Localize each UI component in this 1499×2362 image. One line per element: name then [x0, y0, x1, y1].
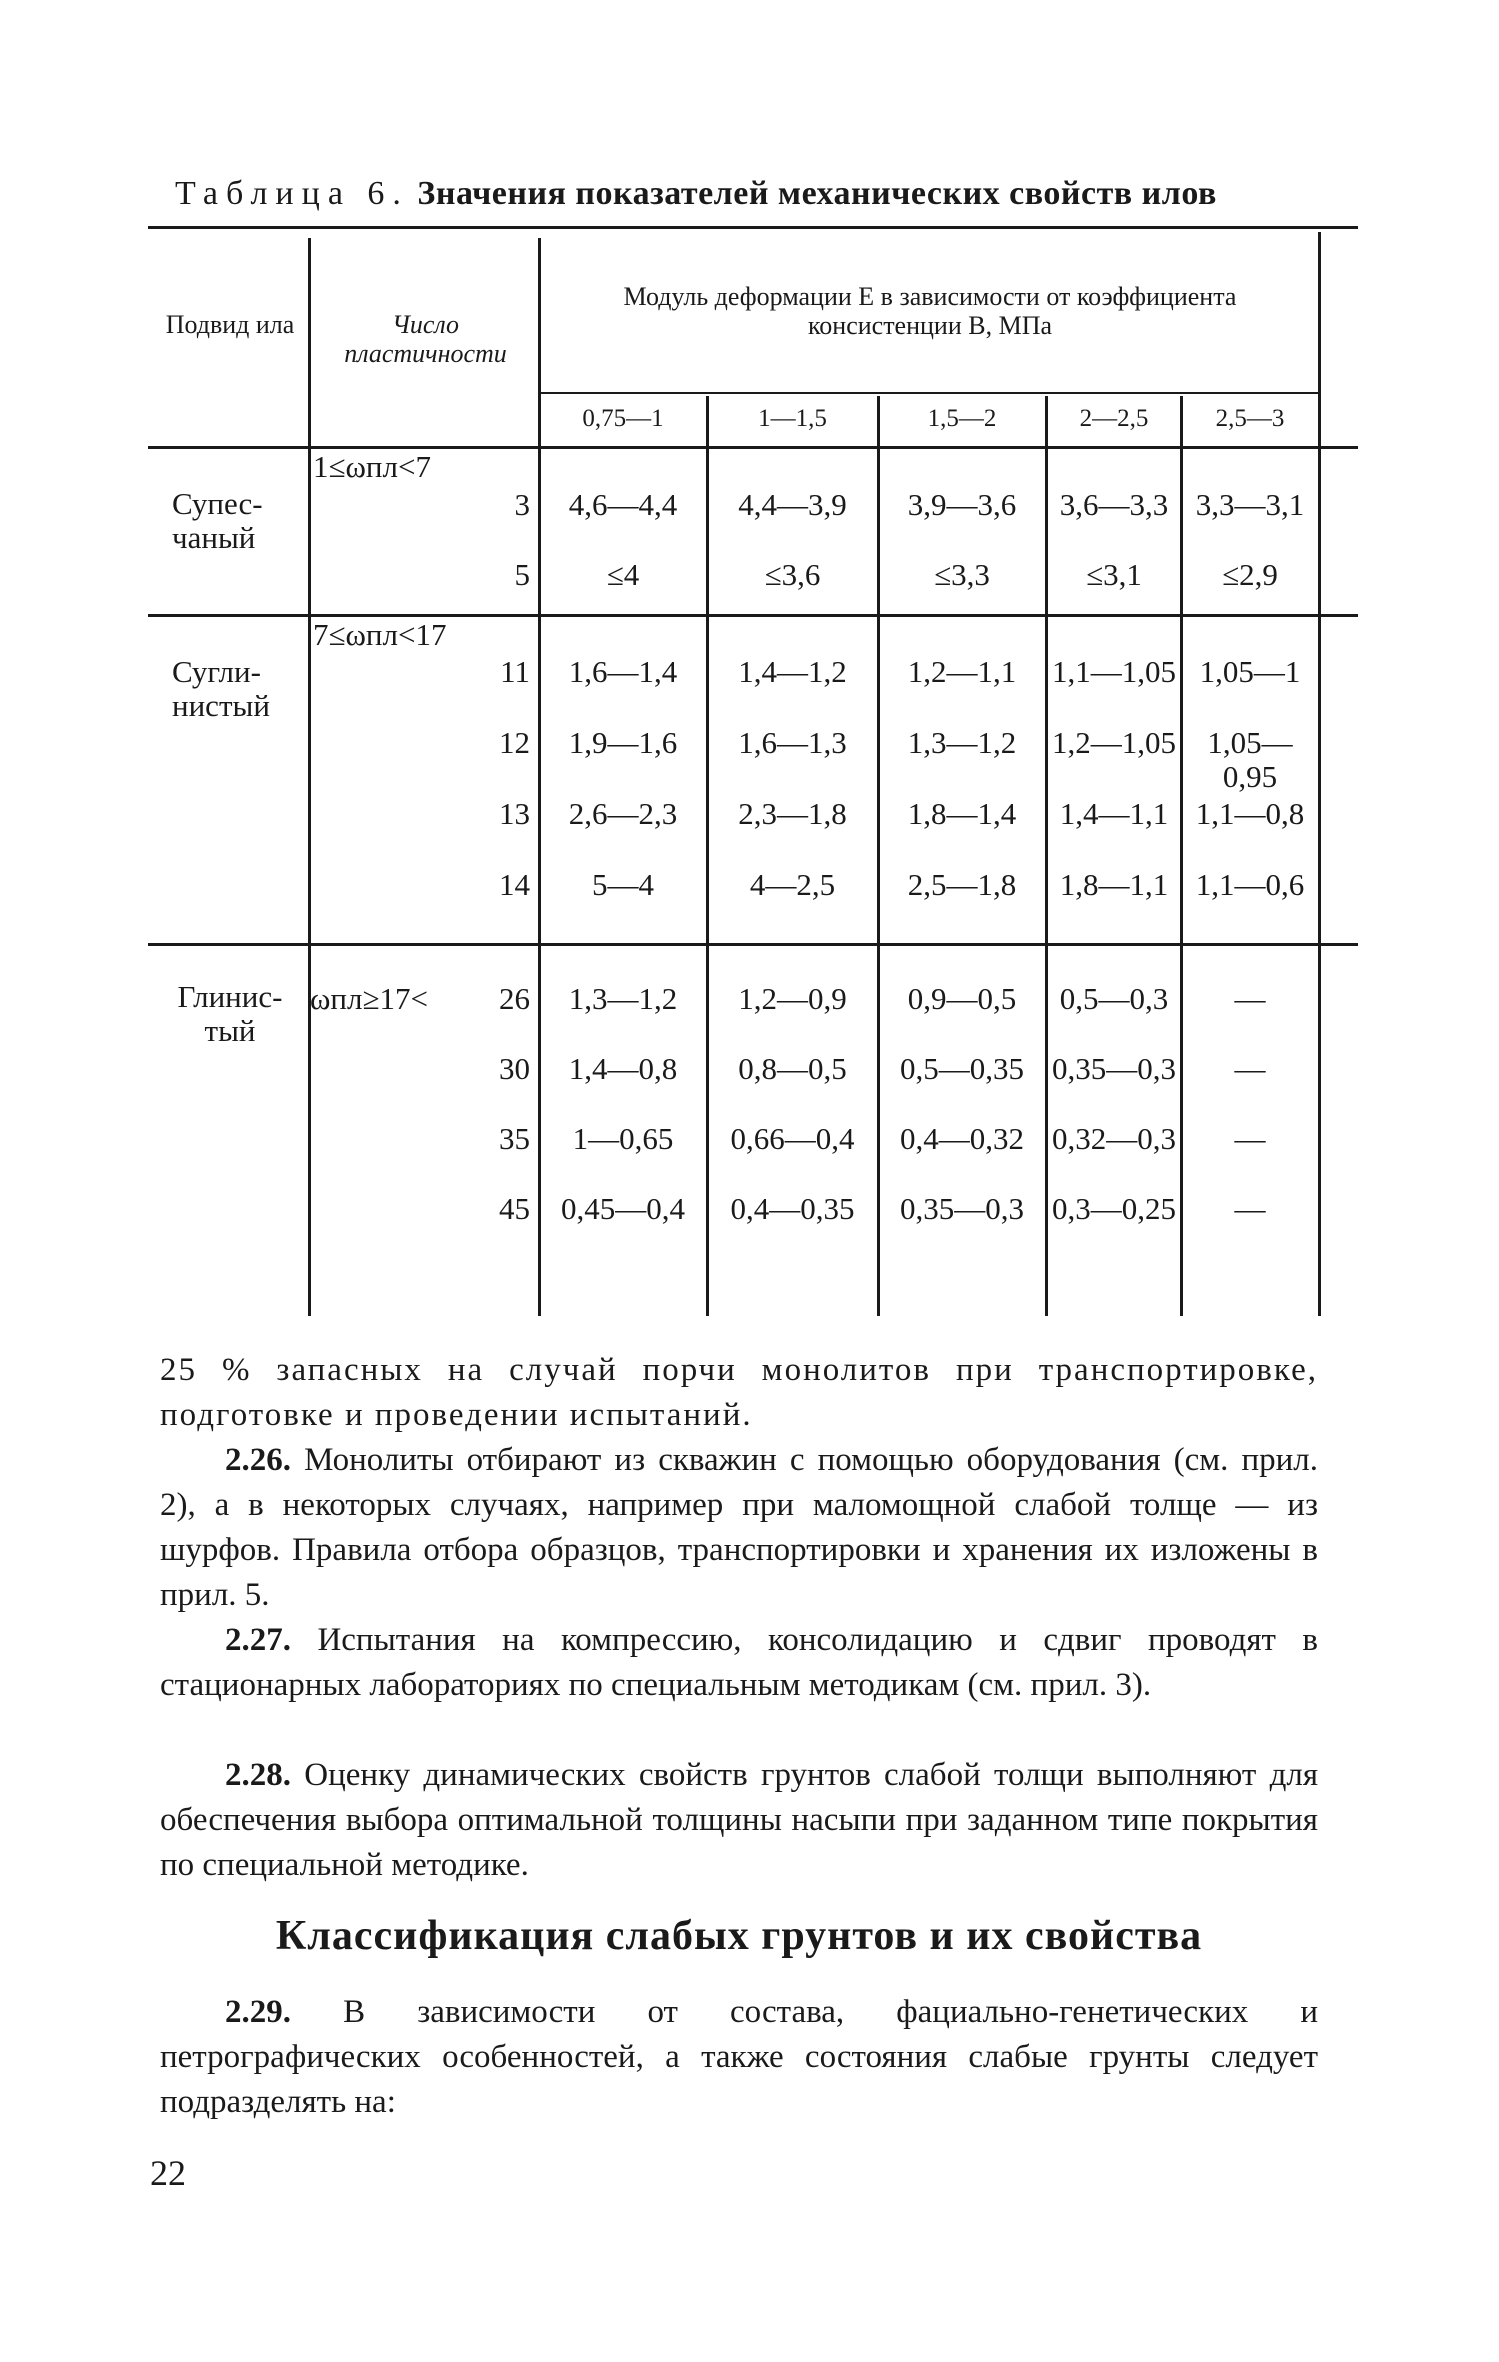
group-condition: 7≤ωпл<17	[313, 617, 447, 652]
table-cell: 0,32—0,3	[1052, 1121, 1176, 1156]
col-divider-5	[1045, 396, 1048, 1316]
range-header-5: 2,5—3	[1215, 405, 1285, 432]
table-cell: ≤3,6	[764, 557, 821, 592]
table-cell: 3,9—3,6	[907, 487, 1017, 522]
table-cell: 2,6—2,3	[568, 796, 678, 831]
group-separator-2	[148, 943, 1358, 946]
table-cell: 0,4—0,35	[730, 1191, 855, 1226]
table-cell: 4,6—4,4	[568, 487, 678, 522]
table-cell: ≤3,3	[934, 557, 990, 592]
table-cell: 2,3—1,8	[738, 796, 847, 831]
table-cell: 1,3—1,2	[568, 981, 678, 1016]
paragraph-number: 2.26.	[225, 1442, 291, 1478]
plasticity-value: 3	[514, 487, 530, 522]
range-header-2: 1—1,5	[758, 405, 827, 432]
plasticity-value: 45	[499, 1191, 530, 1226]
table-cell: 0,3—0,25	[1052, 1191, 1176, 1226]
table-cell: 1,6—1,3	[738, 725, 847, 760]
paragraph-text: Оценку динамических свойств грунтов слабой толщи выполняют для обеспечения выбора оптимальной толщины насыпи при заданном типе покрытия по специальной методике.	[160, 1757, 1318, 1883]
table-cell: 1,8—1,1	[1059, 867, 1169, 902]
table-cell: 0,9—0,5	[907, 981, 1017, 1016]
table-cell: 5—4	[592, 867, 654, 902]
table-cell: —	[1234, 1191, 1266, 1226]
table-cell: 1,3—1,2	[907, 725, 1017, 760]
table-cell: 1,1—0,8	[1195, 796, 1305, 831]
table-cell: ≤4	[606, 557, 640, 592]
paragraph-text: Испытания на компрессию, консолидацию и сдвиг проводят в стационарных лабораториях по специальным методикам (см. прил. 3).	[160, 1622, 1318, 1703]
group-condition: ωпл≥17<	[310, 981, 428, 1016]
table-cell: 1,2—1,05	[1052, 725, 1176, 760]
range-header-4: 2—2,5	[1079, 405, 1149, 432]
group-name: Глинис-тый	[177, 979, 283, 1048]
paragraph-number: 2.29.	[225, 1994, 291, 2030]
table-cell: 0,35—0,3	[1052, 1051, 1176, 1086]
paragraph-number: 2.28.	[225, 1757, 291, 1793]
table-caption	[175, 175, 1217, 213]
table-cell: —	[1234, 1051, 1266, 1086]
table-cell: 0,8—0,5	[738, 1051, 847, 1086]
table-caption-title: Значения показателей механических свойств илов	[417, 175, 1217, 212]
table-caption-prefix: Таблица 6.	[175, 175, 409, 212]
table-cell: 1,9—1,6	[568, 725, 678, 760]
plasticity-value: 26	[499, 981, 530, 1016]
group-name: Сугли-нистый	[172, 654, 270, 723]
paragraph-continuation: 25 % запасных на случай порчи монолитов при транспортировке, подготовке и проведении испытаний.	[160, 1352, 1318, 1433]
header-plasticity: Число пластичности	[344, 310, 507, 368]
table-cell: 1,4—0,8	[568, 1051, 678, 1086]
table-cell: 1,4—1,1	[1059, 796, 1169, 831]
col-divider-7	[1318, 232, 1321, 1316]
plasticity-value: 5	[514, 557, 530, 592]
section-heading: Классификация слабых грунтов и их свойства	[275, 1913, 1203, 1959]
table-cell: 0,45—0,4	[561, 1191, 685, 1226]
table-cell: 4,4—3,9	[738, 487, 847, 522]
table-cell: —	[1234, 1121, 1266, 1156]
plasticity-value: 13	[499, 796, 530, 831]
col-divider-3	[706, 396, 709, 1316]
table-cell: 2,5—1,8	[907, 867, 1017, 902]
paragraph-2-27	[160, 1618, 1318, 1708]
table-cell: 0,5—0,3	[1059, 981, 1169, 1016]
paragraph-2-29	[160, 1990, 1318, 2125]
range-header-3: 1,5—2	[927, 405, 997, 432]
plasticity-value: 30	[499, 1051, 530, 1086]
table-cell: 1,4—1,2	[738, 654, 847, 689]
paragraph-2-28	[160, 1753, 1318, 1888]
group-condition: 1≤ωпл<7	[313, 449, 431, 484]
table-cell: 1,05—0,95	[1207, 725, 1293, 794]
table-cell: 1,8—1,4	[907, 796, 1017, 831]
table-cell: 1,05—1	[1199, 654, 1301, 689]
table-cell: ≤2,9	[1222, 557, 1278, 592]
table-top-rule	[148, 226, 1358, 229]
col-divider-1	[308, 238, 311, 1316]
table-cell: 1,1—1,05	[1052, 654, 1176, 689]
plasticity-value: 14	[499, 867, 530, 902]
table-cell: 0,4—0,32	[900, 1121, 1024, 1156]
table-cell: —	[1234, 981, 1266, 1016]
plasticity-value: 35	[499, 1121, 530, 1156]
paragraph-text: Монолиты отбирают из скважин с помощью оборудования (см. прил. 2), а в некоторых случаях, например при маломощной слабой толще — из шурфов. Правила отбора образцов, транспортировки и хранения их изложены в прил. 5.	[160, 1442, 1318, 1613]
paragraph-2-26	[160, 1438, 1318, 1618]
plasticity-value: 12	[499, 725, 530, 760]
table-cell: 1,2—1,1	[907, 654, 1017, 689]
header-modulus: Модуль деформации E в зависимости от коэффициента консистенции B, МПа	[623, 282, 1237, 340]
modulus-header-rule	[540, 392, 1320, 394]
table-cell: 0,5—0,35	[900, 1051, 1024, 1086]
table-cell: 1,2—0,9	[738, 981, 847, 1016]
page-number: 22	[150, 2153, 186, 2193]
table-cell: 3,6—3,3	[1059, 487, 1169, 522]
table-cell: 0,66—0,4	[730, 1121, 855, 1156]
col-divider-4	[877, 396, 880, 1316]
range-header-1: 0,75—1	[582, 405, 664, 432]
paragraph-text: В зависимости от состава, фациально-генетических и петрографических особенностей, а также состояния слабые грунты следует подразделять на:	[160, 1994, 1318, 2120]
group-name: Супес-чаный	[172, 486, 263, 555]
paragraph-number: 2.27.	[225, 1622, 291, 1658]
table-cell: 1,6—1,4	[568, 654, 678, 689]
table-cell: ≤3,1	[1086, 557, 1142, 592]
header-subtype: Подвид ила	[165, 310, 295, 339]
col-divider-6	[1180, 396, 1183, 1316]
table-cell: 1—0,65	[572, 1121, 674, 1156]
plasticity-value: 11	[500, 654, 530, 689]
table-cell: 1,1—0,6	[1195, 867, 1305, 902]
table-cell: 0,35—0,3	[900, 1191, 1024, 1226]
col-divider-2	[538, 238, 541, 1316]
table-cell: 3,3—3,1	[1195, 487, 1305, 522]
table-cell: 4—2,5	[749, 867, 836, 902]
